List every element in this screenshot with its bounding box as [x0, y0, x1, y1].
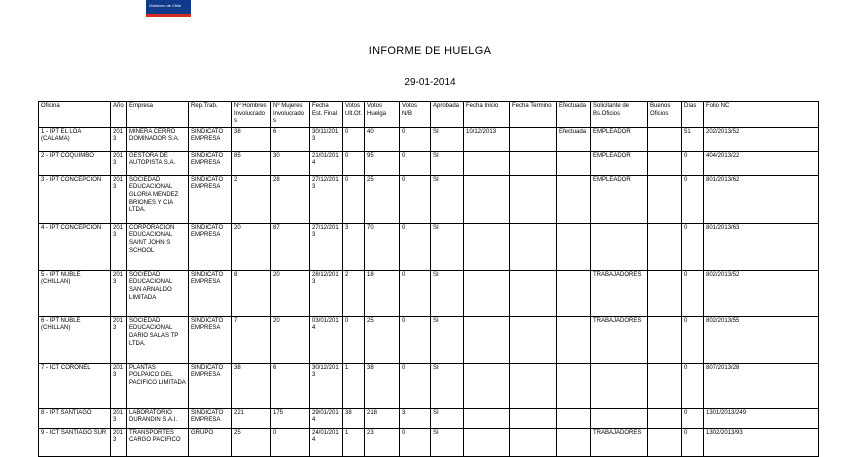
table-row	[39, 408, 819, 428]
table-cell: 18	[365, 270, 400, 316]
table-cell: SI	[431, 428, 464, 456]
table-cell	[557, 408, 591, 428]
table-cell: 221	[232, 408, 271, 428]
table-cell: TRABAJADORES	[591, 316, 648, 363]
table-cell: 0	[400, 175, 431, 223]
table-cell: 2013	[111, 270, 127, 316]
table-cell: 0	[343, 175, 365, 223]
table-cell: 802/2013/52	[704, 270, 819, 316]
column-header: Días	[682, 102, 704, 128]
table-cell	[557, 223, 591, 270]
table-cell: 2013	[111, 428, 127, 456]
table-cell: 87	[271, 223, 310, 270]
table-row	[39, 223, 819, 270]
table-cell	[510, 175, 557, 223]
table-cell	[464, 408, 510, 428]
table-cell: 30/11/2013	[310, 127, 343, 151]
table-cell: 0	[682, 270, 704, 316]
table-cell	[591, 223, 648, 270]
table-cell: 28/12/2013	[310, 270, 343, 316]
table-cell: CORPORACION EDUCACIONAL SAINT JOHN S SCHOOL	[127, 223, 189, 270]
table-cell: SI	[431, 270, 464, 316]
table-cell: 20	[271, 316, 310, 363]
table-cell	[557, 151, 591, 175]
column-header: Votos Ult.Of.	[343, 102, 365, 128]
table-cell: 51	[682, 127, 704, 151]
table-cell: 03/01/2014	[310, 316, 343, 363]
table-cell	[464, 363, 510, 408]
table-cell: 10/12/2013	[464, 127, 510, 151]
strike-report-table	[38, 101, 819, 457]
table-cell: 0	[682, 316, 704, 363]
table-cell	[557, 175, 591, 223]
table-cell	[591, 363, 648, 408]
table-cell: 2013	[111, 223, 127, 270]
column-header: Rep.Trab.	[189, 102, 232, 128]
table-cell: 21/01/2014	[310, 151, 343, 175]
table-cell: 2 - IPT COQUIMBO	[39, 151, 111, 175]
table-cell: 8	[232, 270, 271, 316]
table-cell: 2013	[111, 408, 127, 428]
table-cell	[464, 270, 510, 316]
table-cell: 20	[232, 223, 271, 270]
table-cell: 0	[400, 428, 431, 456]
table-cell: 2013	[111, 316, 127, 363]
table-cell: 7 - ICT CORONEL	[39, 363, 111, 408]
table-cell: 25	[232, 428, 271, 456]
table-cell: 30/12/2013	[310, 363, 343, 408]
logo-text: Gobierno de Chile	[149, 3, 182, 8]
column-header: Oficina	[39, 102, 111, 128]
table-cell	[648, 127, 682, 151]
table-cell: 3	[343, 223, 365, 270]
table-cell: SINDICATO EMPRESA	[189, 151, 232, 175]
table-cell: 27/12/2013	[310, 175, 343, 223]
logo-red-stripe	[146, 14, 191, 17]
table-cell: SINDICATO EMPRESA	[189, 363, 232, 408]
table-cell: 0	[682, 175, 704, 223]
table-cell: EMPLEADOR	[591, 175, 648, 223]
table-cell: 1302/2013/93	[704, 428, 819, 456]
table-cell: EMPLEADOR	[591, 127, 648, 151]
table-cell	[464, 151, 510, 175]
table-cell: 25	[365, 175, 400, 223]
report-title: INFORME DE HUELGA	[368, 45, 492, 57]
column-header: Fecha Est. Final	[310, 102, 343, 128]
table-cell	[464, 175, 510, 223]
table-cell: 202/2013/52	[704, 127, 819, 151]
table-cell	[464, 428, 510, 456]
table-cell: SOCIEDAD EDUCACIONAL SAN ARNALDO LIMITADA	[127, 270, 189, 316]
table-cell: 20	[271, 270, 310, 316]
table-row	[39, 151, 819, 175]
table-cell: 38	[365, 363, 400, 408]
table-cell: SINDICATO EMPRESA	[189, 127, 232, 151]
table-cell	[648, 270, 682, 316]
column-header: Aprobada	[431, 102, 464, 128]
table-cell: 1301/2013/249	[704, 408, 819, 428]
table-cell: 0	[682, 151, 704, 175]
table-cell: 0	[682, 363, 704, 408]
table-cell: 40	[365, 127, 400, 151]
table-cell	[510, 428, 557, 456]
table-cell: 0	[343, 316, 365, 363]
table-cell: 24/01/2014	[310, 428, 343, 456]
table-cell: 0	[400, 363, 431, 408]
table-cell: 2013	[111, 151, 127, 175]
column-header: Nº Mujeres Involucrados	[271, 102, 310, 128]
table-cell: 70	[365, 223, 400, 270]
table-cell: Efectuada	[557, 127, 591, 151]
table-cell: 85	[232, 151, 271, 175]
table-cell	[648, 363, 682, 408]
table-cell	[464, 223, 510, 270]
table-cell: TRANSPORTES CARGO PACIFICO	[127, 428, 189, 456]
table-cell: 3	[400, 408, 431, 428]
table-cell: 95	[365, 151, 400, 175]
table-cell	[557, 270, 591, 316]
table-cell: 6	[271, 363, 310, 408]
table-cell	[648, 316, 682, 363]
table-cell: GRUPO	[189, 428, 232, 456]
column-header: Fecha Termino	[510, 102, 557, 128]
column-header: Votos Huelga	[365, 102, 400, 128]
table-cell: 8 - IPT SANTIAGO	[39, 408, 111, 428]
table-cell	[510, 223, 557, 270]
table-cell: 4 - IPT CONCEPCION	[39, 223, 111, 270]
column-header: Efectuada	[557, 102, 591, 128]
table-cell: 0	[400, 151, 431, 175]
table-cell: 5 - IPT ÑUBLE (CHILLAN)	[39, 270, 111, 316]
table-cell: LABORATORIO DURANDIN S.A.I.	[127, 408, 189, 428]
table-cell: SOCIEDAD EDUCACIONAL GLORIA MENDEZ BRIONES Y CIA LTDA.	[127, 175, 189, 223]
table-cell: SINDICATO EMPRESA	[189, 316, 232, 363]
table-cell: 218	[365, 408, 400, 428]
table-cell: SI	[431, 363, 464, 408]
table-cell: 3 - IPT CONCEPCION	[39, 175, 111, 223]
table-cell: 175	[271, 408, 310, 428]
table-cell: SI	[431, 316, 464, 363]
column-header: Fecha Inicio	[464, 102, 510, 128]
table-cell: 1 - IPT EL LOA (CALAMA)	[39, 127, 111, 151]
table-cell	[591, 408, 648, 428]
table-row	[39, 316, 819, 363]
table-cell: 0	[400, 223, 431, 270]
table-cell: GESTORA DE AUTOPISTA S.A.	[127, 151, 189, 175]
table-cell: EMPLEADOR	[591, 151, 648, 175]
table-cell: 0	[682, 408, 704, 428]
table-cell: SI	[431, 223, 464, 270]
table-cell: 38	[232, 127, 271, 151]
table-cell: 0	[682, 223, 704, 270]
table-cell	[464, 316, 510, 363]
table-cell: 23	[365, 428, 400, 456]
table-cell: 0	[271, 428, 310, 456]
table-cell: SINDICATO EMPRESA	[189, 408, 232, 428]
table-cell: 2013	[111, 175, 127, 223]
table-cell	[648, 408, 682, 428]
table-cell: SOCIEDAD EDUCACIONAL DARIO SALAS TP LTDA.	[127, 316, 189, 363]
column-header: Año	[111, 102, 127, 128]
table-cell: 0	[343, 127, 365, 151]
table-cell: 30	[271, 151, 310, 175]
table-cell	[510, 363, 557, 408]
table-cell: SINDICATO EMPRESA	[189, 223, 232, 270]
column-header: Buenos Oficios	[648, 102, 682, 128]
table-cell: 6 - IPT ÑUBLE (CHILLAN)	[39, 316, 111, 363]
column-header: Nº Hombres Involucrados	[232, 102, 271, 128]
table-cell: PLANTAS POLPAICO DEL PACIFICO LIMITADA	[127, 363, 189, 408]
table-cell: 0	[343, 151, 365, 175]
table-cell	[510, 316, 557, 363]
table-cell: 404/2013/22	[704, 151, 819, 175]
table-row	[39, 428, 819, 456]
table-cell: 802/2013/55	[704, 316, 819, 363]
table-row	[39, 127, 819, 151]
column-header: Votos N/B	[400, 102, 431, 128]
table-cell: 2	[343, 270, 365, 316]
table-cell: 2013	[111, 127, 127, 151]
table-cell	[510, 151, 557, 175]
table-cell: 27/12/2013	[310, 223, 343, 270]
table-cell	[510, 127, 557, 151]
column-header: Folio NC	[704, 102, 819, 128]
table-cell: SI	[431, 175, 464, 223]
table-cell: 0	[682, 428, 704, 456]
table-cell: SINDICATO EMPRESA	[189, 175, 232, 223]
table-cell: TRABAJADORES	[591, 270, 648, 316]
table-cell	[557, 428, 591, 456]
table-cell: 9 - ICT SANTIAGO SUR	[39, 428, 111, 456]
table-cell: 2013	[111, 363, 127, 408]
table-cell: 38	[232, 363, 271, 408]
table-cell: 38	[343, 408, 365, 428]
table-cell: 807/2013/28	[704, 363, 819, 408]
table-header-row	[39, 102, 819, 128]
table-cell: 6	[271, 127, 310, 151]
table-cell: MINERA CERRO DOMINADOR S.A.	[127, 127, 189, 151]
table-cell: SINDICATO EMPRESA	[189, 270, 232, 316]
table-cell: SI	[431, 127, 464, 151]
column-header: Empresa	[127, 102, 189, 128]
table-row	[39, 270, 819, 316]
table-cell	[648, 428, 682, 456]
table-body	[39, 127, 819, 456]
table-cell: 29/01/2014	[310, 408, 343, 428]
table-cell: TRABAJADORES	[591, 428, 648, 456]
table-cell: 7	[232, 316, 271, 363]
table-cell: 1	[343, 363, 365, 408]
report-date: 29-01-2014	[404, 77, 456, 88]
table-cell	[557, 316, 591, 363]
table-cell: SI	[431, 408, 464, 428]
table-cell: 0	[400, 316, 431, 363]
table-cell	[510, 270, 557, 316]
table-cell: 801/2013/63	[704, 223, 819, 270]
table-cell: 25	[365, 316, 400, 363]
table-cell: 0	[400, 127, 431, 151]
table-cell: 2	[232, 175, 271, 223]
table-cell: 28	[271, 175, 310, 223]
table-cell	[648, 151, 682, 175]
table-cell: 1	[343, 428, 365, 456]
table-cell: 0	[400, 270, 431, 316]
table-cell	[648, 175, 682, 223]
table-cell	[510, 408, 557, 428]
table-cell: 801/2013/62	[704, 175, 819, 223]
table-cell: SI	[431, 151, 464, 175]
table-row	[39, 175, 819, 223]
table-cell	[557, 363, 591, 408]
table-cell	[648, 223, 682, 270]
table-row	[39, 363, 819, 408]
column-header: Solicitante de Bs.Oficios	[591, 102, 648, 128]
